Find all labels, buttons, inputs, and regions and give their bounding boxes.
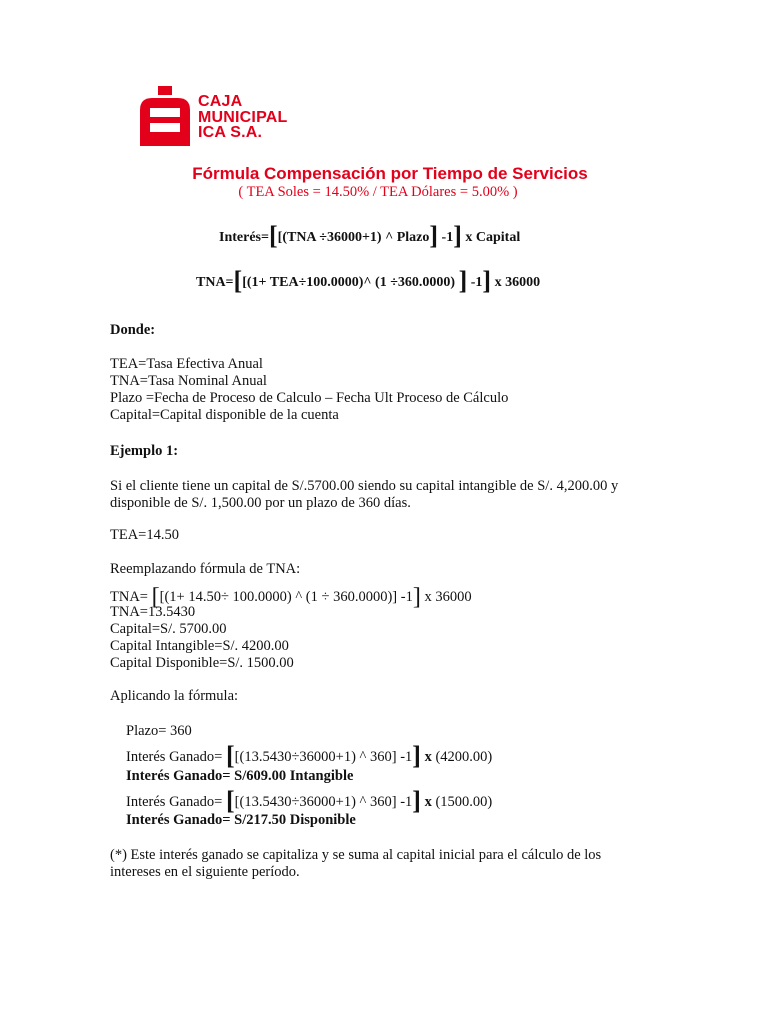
bracket-open: [ <box>225 786 235 815</box>
logo-wordmark <box>198 94 288 141</box>
document-subtitle: ( TEA Soles = 14.50% / TEA Dólares = 5.00% ) <box>238 184 518 200</box>
logo-line-3: ICA S.A. <box>198 124 263 141</box>
bracket-close: ] <box>458 266 468 295</box>
definition-item: TEA=Tasa Efectiva Anual <box>110 356 263 372</box>
computed-value: TNA=13.5430 <box>110 604 196 620</box>
replace-heading: Reemplazando fórmula de TNA: <box>110 561 301 577</box>
tea-value: TEA=14.50 <box>110 527 179 543</box>
definitions-heading: Donde: <box>110 322 156 338</box>
computed-value: Capital=S/. 5700.00 <box>110 621 227 637</box>
computed-value: Capital Intangible=S/. 4200.00 <box>110 638 289 654</box>
bracket-close-outer: ] <box>482 266 492 295</box>
logo-line-2: MUNICIPAL <box>198 108 288 126</box>
example-heading: Ejemplo 1: <box>110 443 179 459</box>
bracket-close-outer: ] <box>412 786 421 815</box>
bracket-open: [ <box>151 584 160 610</box>
interest-formula: Interés=[[(TNA ÷36000+1) ^ Plazo] -1] x Capital <box>219 221 521 250</box>
logo-line-1: CAJA <box>198 93 243 110</box>
example-intro-line: disponible de S/. 1,500.00 por un plazo de 360 días. <box>110 495 411 511</box>
document-title: Fórmula Compensación por Tiempo de Servicios <box>192 164 588 183</box>
computed-value: Capital Disponible=S/. 1500.00 <box>110 655 294 671</box>
note-line: intereses en el siguiente período. <box>110 864 300 880</box>
definition-item: Plazo =Fecha de Proceso de Calculo – Fecha Ult Proceso de Cálculo <box>110 390 509 406</box>
plazo-value: Plazo= 360 <box>126 723 192 739</box>
bracket-close-outer: ] <box>412 584 421 610</box>
bracket-close: ] <box>429 221 439 250</box>
interest-result-intangible: Interés Ganado= S/609.00 Intangible <box>126 768 354 784</box>
bracket-close-outer: ] <box>453 221 462 250</box>
interest-result-disponible: Interés Ganado= S/217.50 Disponible <box>126 812 356 828</box>
caja-ica-logo-icon <box>136 86 194 146</box>
note-line: (*) Este interés ganado se capitaliza y se suma al capital inicial para el cálculo de los <box>110 847 602 863</box>
example-intro-line: Si el cliente tiene un capital de S/.5700.00 siendo su capital intangible de S/. 4,200.00 y <box>110 478 619 494</box>
bracket-open: [ <box>225 741 235 770</box>
bracket-open: [ <box>268 221 278 250</box>
definition-item: TNA=Tasa Nominal Anual <box>110 373 267 389</box>
tna-calculation: TNA= [[(1+ 14.50÷ 100.0000) ^ (1 ÷ 360.0000)] -1] x 36000 <box>110 584 472 610</box>
bracket-open: [ <box>233 266 243 295</box>
company-logo <box>136 86 306 146</box>
tna-formula: TNA=[[(1+ TEA÷100.0000)^ (1 ÷360.0000) ] -1] x 36000 <box>196 266 541 295</box>
interest-calc-disponible: Interés Ganado= [[(13.5430÷36000+1) ^ 360] -1] x (1500.00) <box>126 786 493 815</box>
bracket-close-outer: ] <box>412 741 421 770</box>
interest-calc-intangible: Interés Ganado= [[(13.5430÷36000+1) ^ 360] -1] x (4200.00) <box>126 741 493 770</box>
apply-heading: Aplicando la fórmula: <box>110 688 239 704</box>
definition-item: Capital=Capital disponible de la cuenta <box>110 407 339 423</box>
